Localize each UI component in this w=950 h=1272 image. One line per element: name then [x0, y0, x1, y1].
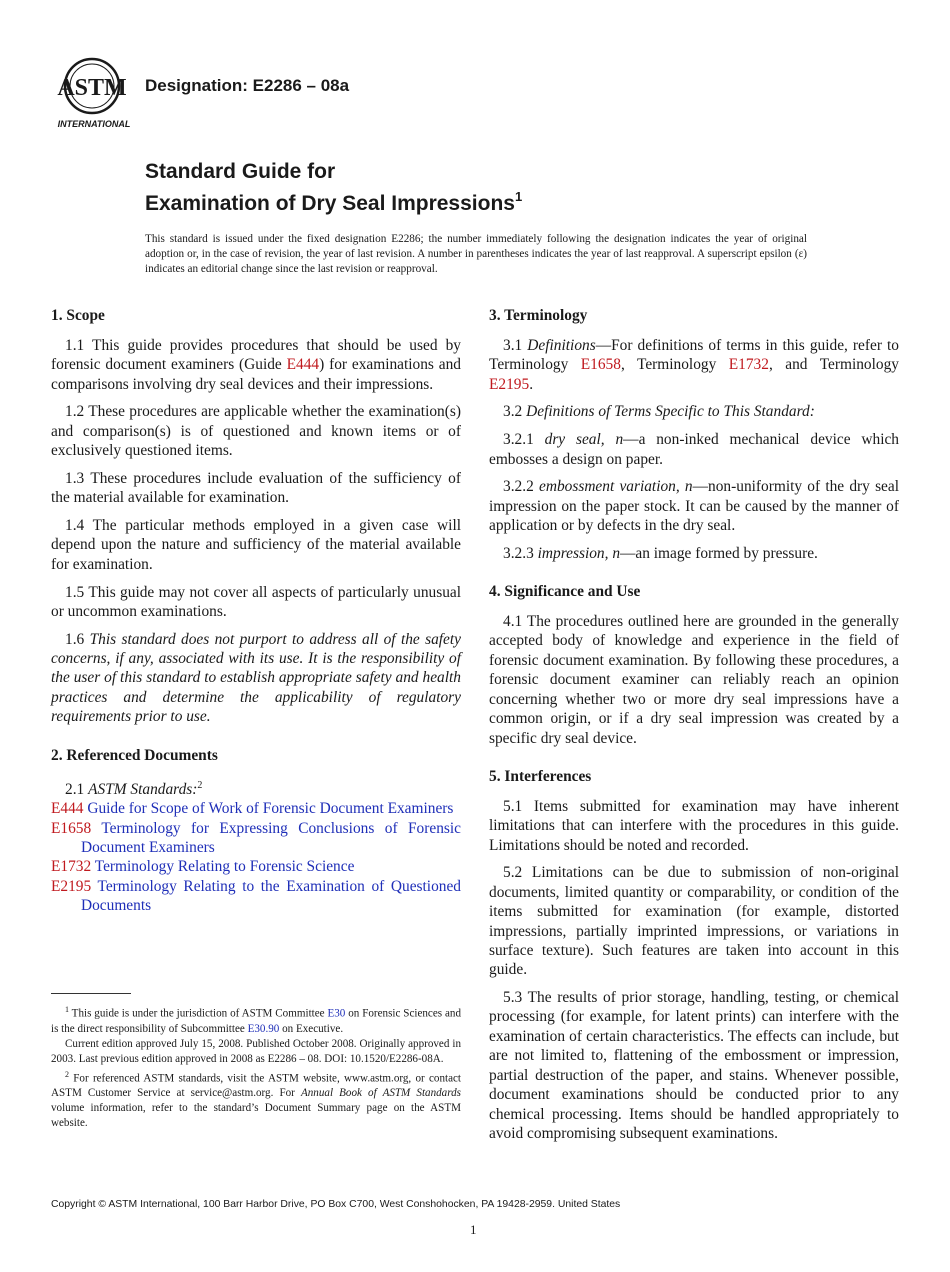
footnote-1: [51, 1002, 461, 1037]
paragraph-1-4: 1.4 The particular methods employed in a given case will depend upon the nature and sufficiency of the material available for examination.: [51, 517, 461, 573]
section-heading-terminology: 3. Terminology: [489, 307, 588, 324]
text: .: [529, 375, 534, 393]
paragraph-5-3: 5.3 The results of prior storage, handling, testing, or chemical processing (for example, for latent prints) can interfere with the examination of certain characteristics. The effects can include, but are not limited to, flattening of the embossment or impression, partial destruction of the paper, and stains. Whenever possible, document examinations should be conducted prior to any chemical processing. Items should be handled appropriately to avoid compromising subsequent examinations.: [489, 989, 899, 1142]
astm-logo: [52, 56, 136, 132]
designation: Designation: E2286 – 08a: [145, 76, 350, 95]
footnote-mark: 2: [65, 1069, 69, 1079]
paragraph-3-2: [489, 402, 899, 421]
title-line-1: Standard Guide for: [145, 160, 336, 183]
footnote-1-edition: Current edition approved July 15, 2008. Published October 2008. Originally approved in 2003. Last previous edition approved in 2008 as E2286 – 08. DOI: 10.1520/E2286-08A.: [51, 1037, 461, 1065]
text: 1.1 This guide provides procedures that should be used by forensic document examiners (Guide: [51, 336, 461, 374]
text: 3.2.1: [503, 431, 545, 449]
text: 3.2.2: [503, 478, 539, 496]
footnotes: [51, 1002, 461, 1131]
term: dry seal, n: [544, 431, 624, 449]
link-e2195[interactable]: E2195: [489, 375, 530, 393]
text: 1.6: [65, 630, 90, 648]
link-e30-90[interactable]: E30.90: [247, 1022, 280, 1035]
text: on Executive.: [279, 1022, 344, 1035]
text: , and Terminology: [768, 356, 899, 374]
title-text: Examination of Dry Seal Impressions: [145, 192, 515, 215]
text: Annual Book of ASTM Standards: [300, 1087, 461, 1100]
paragraph-4-1: 4.1 The procedures outlined here are grounded in the generally accepted body of knowledge and experience in the field of forensic document examination. By following these procedures, a forensic document examiner can reliably reach an opinion concerning whether two or more dry seal impressions have a common origin, or if a dry seal impression was created by a specific dry seal device.: [489, 613, 899, 747]
text: 3.2.3: [503, 544, 538, 562]
safety-text: This standard does not purport to address all of the safety concerns, if any, associated with its use. It is the responsibility of the user of this standard to establish appropriate safety and health practices and determine the applicability of regulatory requirements prior to use.: [51, 630, 461, 726]
copyright-notice: Copyright © ASTM International, 100 Barr Harbor Drive, PO Box C700, West Conshohocken, PA 19428-2959. United States: [51, 1199, 621, 1210]
paragraph-1-1: [51, 336, 461, 394]
section-heading-interferences: 5. Interferences: [489, 767, 592, 785]
logo-subtext: INTERNATIONAL: [57, 119, 131, 129]
text: This guide is under the jurisdiction of ASTM Committee: [69, 1007, 328, 1020]
term: embossment variation, n: [539, 478, 693, 496]
astm-standards-intro: [51, 776, 461, 800]
footnote-mark: 1: [65, 1005, 69, 1014]
standard-notice: This standard is issued under the fixed designation E2286; the number immediately following the designation indicates the year of original adoption or, in the case of revision, the year of last revision. A number in parentheses indicates the year of last reapproval. A superscript epsilon (ε) indicates an editorial change since the last revision or reapproval.: [145, 233, 807, 275]
section-heading-scope: 1. Scope: [51, 307, 105, 324]
text: 3.1: [503, 336, 528, 354]
term: impression, n: [537, 544, 621, 562]
link-e1658[interactable]: E1658: [580, 356, 621, 374]
link-e444[interactable]: E444: [286, 356, 320, 374]
ref-code-link[interactable]: E2195: [51, 877, 92, 895]
paragraph-5-1: 5.1 Items submitted for examination may have inherent limitations that can interfere with the procedures in this guide. Limitations should be noted and recorded.: [489, 797, 899, 854]
ref-code-link[interactable]: E1658: [51, 819, 92, 837]
text: ASTM Standards:: [88, 780, 198, 798]
text: Definitions of Terms Specific to This Standard:: [526, 403, 815, 421]
text: 3.2: [503, 403, 527, 421]
document-title: [145, 159, 522, 217]
reference-item: [51, 877, 461, 916]
text: , Terminology: [620, 356, 729, 374]
ref-title-link[interactable]: Guide for Scope of Work of Forensic Document Examiners: [83, 800, 454, 818]
ref-code-link[interactable]: E1732: [51, 858, 92, 876]
section-heading-referenced: 2. Referenced Documents: [51, 746, 218, 764]
text: ) for examinations and comparisons involving dry seal devices and their impressions.: [51, 356, 461, 393]
ref-title-link[interactable]: Terminology Relating to Forensic Science: [91, 858, 355, 876]
definition: —an image formed by pressure.: [620, 544, 818, 562]
page-number: 1: [470, 1222, 477, 1237]
section-heading-significance: 4. Significance and Use: [489, 583, 641, 601]
term-embossment-variation: [489, 477, 899, 535]
text: —For definitions of terms in this guide, refer to Terminology: [489, 336, 899, 374]
footnote-divider: [51, 993, 131, 994]
paragraph-1-5: 1.5 This guide may not cover all aspects of particularly unusual or uncommon examinations.: [51, 583, 461, 620]
link-e30[interactable]: E30: [327, 1007, 346, 1020]
footnote-2: [51, 1067, 461, 1132]
paragraph-5-2: 5.2 Limitations can be due to submission of non-original documents, limited quantity or comparability, or condition of the items submitted for examination (for example, distorted impressions, partially imprinted impressions, or variations in surface texture). Such features are taken into account in this guide.: [489, 864, 899, 979]
ref-title-link[interactable]: Terminology Relating to the Examination of Questioned Documents: [81, 877, 461, 915]
term-impression: [489, 544, 899, 563]
term-dry-seal: [489, 430, 899, 469]
paragraph-1-6: [51, 630, 461, 727]
definition: —a non-inked mechanical device which embosses a design on paper.: [489, 431, 900, 468]
text: 2.1: [65, 780, 89, 798]
reference-item: [51, 857, 461, 876]
reference-item: [51, 799, 461, 818]
title-line-2: [145, 185, 522, 217]
right-column: [489, 306, 899, 1152]
paragraph-3-1: [489, 336, 899, 394]
ref-title-link[interactable]: Terminology for Expressing Conclusions of Forensic Document Examiners: [81, 819, 461, 856]
text: volume information, refer to the standard’s Document Summary page on the ASTM website.: [51, 1102, 461, 1130]
logo-text: ASTM: [57, 75, 127, 101]
text: For referenced ASTM standards, visit the ASTM website, www.astm.org, or contact ASTM Customer Service at service@astm.org. For: [51, 1072, 461, 1100]
paragraph-1-3: 1.3 These procedures include evaluation of the sufficiency of the material available for examination.: [51, 469, 461, 507]
link-e1732[interactable]: E1732: [728, 356, 769, 374]
left-column: [51, 306, 461, 916]
ref-code-link[interactable]: E444: [51, 800, 84, 818]
text: on Forensic Sciences and is the direct responsibility of Subcommittee: [51, 1007, 461, 1035]
text: Definitions: [527, 336, 596, 354]
title-footnote-mark: 1: [514, 189, 523, 204]
reference-item: [51, 819, 461, 858]
definition: —non-uniformity of the dry seal impression on the paper stock. It can be caused by the manner of application or by defects in the dry seal.: [489, 478, 899, 535]
footnote-mark: 2: [197, 779, 203, 791]
paragraph-1-2: 1.2 These procedures are applicable whether the examination(s) and comparison(s) is of questioned and known items or of exclusively questioned items.: [51, 403, 461, 460]
